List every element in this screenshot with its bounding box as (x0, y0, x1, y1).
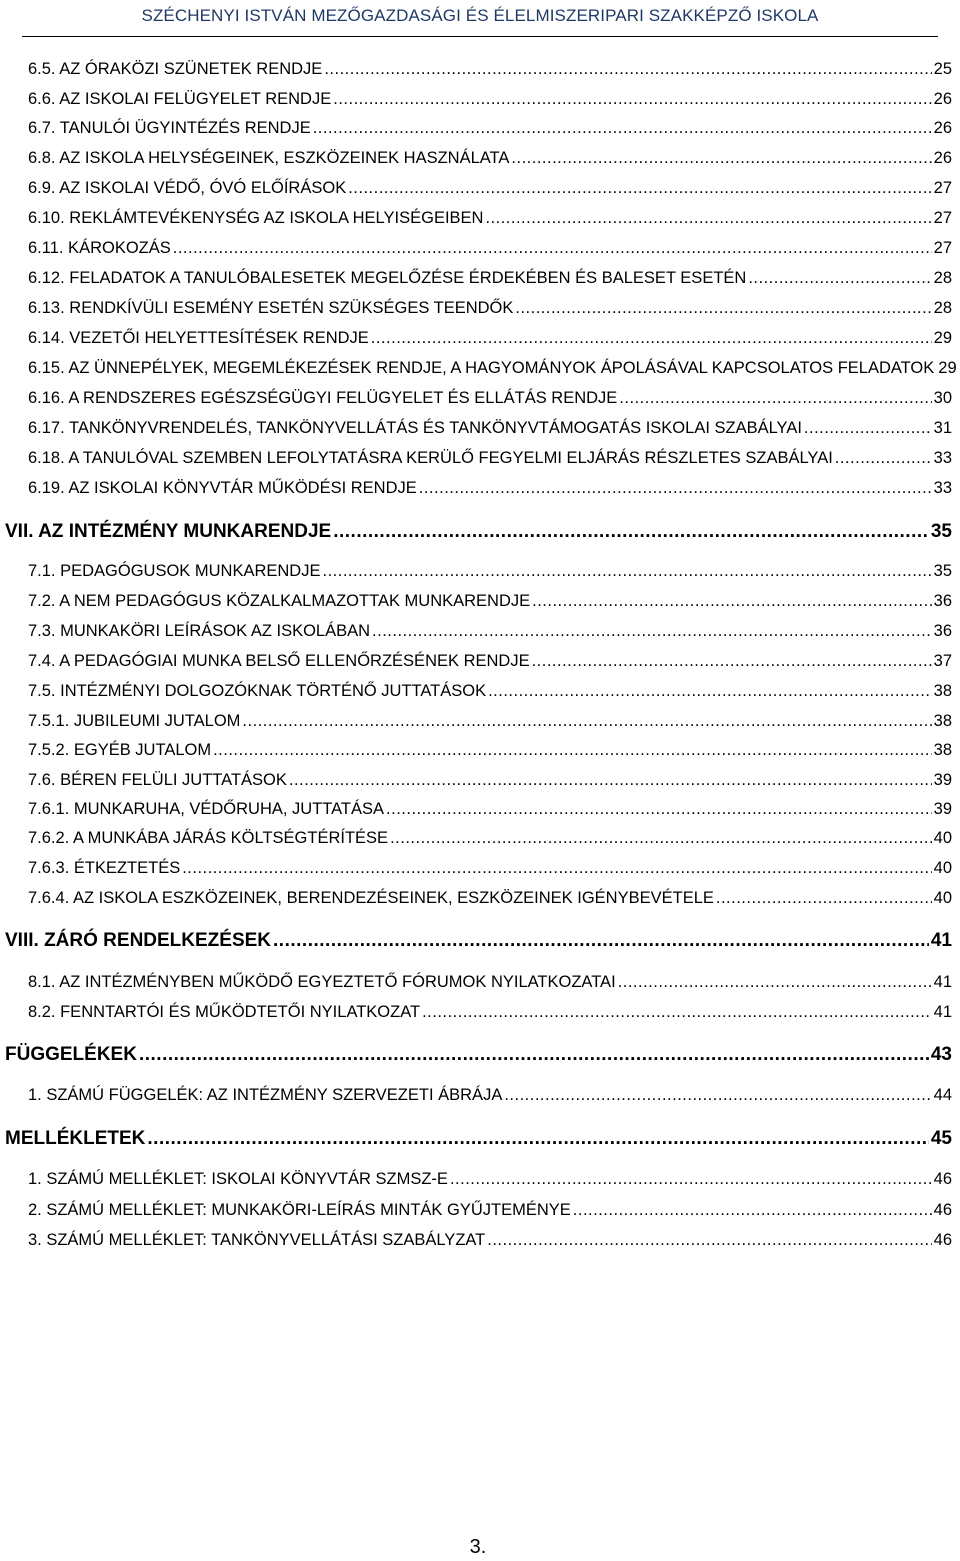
dot-leader (313, 119, 932, 138)
toc-entry-page: 38 (933, 712, 952, 730)
toc-entry-page: 45 (930, 1128, 952, 1149)
toc-entry[interactable] (28, 329, 952, 348)
toc-entry-page: 33 (933, 479, 952, 497)
toc-entry-title: 2. SZÁMÚ MELLÉKLET: MUNKAKÖRI-LEÍRÁS MINTÁK GYŰJTEMÉNYE (28, 1201, 571, 1219)
toc-entry-page: 28 (933, 299, 952, 317)
toc-entry-page: 43 (930, 1044, 952, 1065)
toc-entry-page: 41 (933, 973, 952, 991)
dot-leader (139, 1044, 929, 1066)
dot-leader (333, 90, 931, 109)
dot-leader (372, 622, 932, 641)
school-header: SZÉCHENYI ISTVÁN MEZŐGAZDASÁGI ÉS ÉLELMISZERIPARI SZAKKÉPZŐ ISKOLA (141, 6, 819, 25)
toc-entry-page: 39 (933, 800, 952, 818)
dot-leader (324, 60, 931, 79)
toc-entry-page: 27 (933, 179, 952, 197)
dot-leader (322, 562, 931, 581)
toc-entry-title: 6.19. AZ ISKOLAI KÖNYVTÁR MŰKÖDÉSI RENDJE (28, 479, 417, 497)
toc-entry-title: 7.6.4. AZ ISKOLA ESZKÖZEINEK, BERENDEZÉSEINEK, ESZKÖZEINEK IGÉNYBEVÉTELE (28, 889, 714, 907)
toc-entry-title: 6.15. AZ ÜNNEPÉLYEK, MEGEMLÉKEZÉSEK RENDJE, A HAGYOMÁNYOK ÁPOLÁSÁVAL KAPCSOLATOS FELADATOK (28, 359, 935, 377)
toc-entry[interactable] (28, 179, 952, 198)
dot-leader (504, 1086, 931, 1105)
toc-entry[interactable] (28, 1231, 952, 1250)
dot-leader (348, 179, 931, 198)
toc-entry[interactable] (5, 1128, 952, 1150)
toc-entry-title: 7.6. BÉREN FELÜLI JUTTATÁSOK (28, 771, 287, 789)
toc-entry[interactable] (28, 712, 952, 731)
dot-leader (619, 389, 931, 408)
toc-entry[interactable] (28, 389, 952, 408)
toc-entry-page: 44 (933, 1086, 952, 1104)
toc-entry-title: 7.4. A PEDAGÓGIAI MUNKA BELSŐ ELLENŐRZÉSÉNEK RENDJE (28, 652, 530, 670)
toc-entry[interactable] (28, 359, 957, 378)
dot-leader (419, 479, 932, 498)
toc-entry-page: 38 (933, 741, 952, 759)
toc-entry-page: 27 (933, 209, 952, 227)
toc-entry[interactable] (28, 562, 952, 581)
toc-entry-page: 40 (933, 889, 952, 907)
toc-entry-title: 6.6. AZ ISKOLAI FELÜGYELET RENDJE (28, 90, 332, 108)
dot-leader (618, 973, 932, 992)
toc-entry-page: 30 (933, 389, 952, 407)
toc-entry-page: 46 (933, 1231, 952, 1249)
toc-entry[interactable] (28, 449, 952, 468)
toc-entry-title: 8.1. AZ INTÉZMÉNYBEN MŰKÖDŐ EGYEZTETŐ FÓRUMOK NYILATKOZATAI (28, 973, 616, 991)
dot-leader (333, 521, 929, 543)
toc-entry-title: 6.11. KÁROKOZÁS (28, 239, 171, 257)
toc-entry-title: 6.9. AZ ISKOLAI VÉDŐ, ÓVÓ ELŐÍRÁSOK (28, 179, 347, 197)
toc-entry-title: 7.1. PEDAGÓGUSOK MUNKARENDJE (28, 562, 321, 580)
toc-entry[interactable] (28, 859, 952, 878)
toc-entry-page: 39 (933, 771, 952, 789)
toc-entry-title: 6.8. AZ ISKOLA HELYSÉGEINEK, ESZKÖZEINEK HASZNÁLATA (28, 149, 510, 167)
toc-entry[interactable] (28, 592, 952, 611)
dot-leader (485, 209, 931, 228)
toc-entry-page: 41 (933, 1003, 952, 1021)
toc-entry[interactable] (5, 521, 952, 543)
dot-leader (242, 712, 931, 731)
toc-entry-title: 7.5.2. EGYÉB JUTALOM (28, 741, 212, 759)
toc-entry-page: 27 (933, 239, 952, 257)
toc-entry-title: 8.2. FENNTARTÓI ÉS MŰKÖDTETŐI NYILATKOZAT (28, 1003, 421, 1021)
toc-entry-title: 6.16. A RENDSZERES EGÉSZSÉGÜGYI FELÜGYELET ÉS ELLÁTÁS RENDJE (28, 389, 618, 407)
toc-entry-page: 38 (933, 682, 952, 700)
toc-entry-page: 28 (933, 269, 952, 287)
toc-entry-page: 25 (933, 60, 952, 78)
toc-entry-title: 6.12. FELADATOK A TANULÓBALESETEK MEGELŐZÉSE ÉRDEKÉBEN ÉS BALESET ESETÉN (28, 269, 747, 287)
toc-entry-page: 41 (930, 930, 952, 951)
toc-entry[interactable] (28, 829, 952, 848)
toc-entry[interactable] (28, 60, 952, 79)
dot-leader (487, 1231, 931, 1250)
toc-entry[interactable] (28, 889, 952, 908)
toc-entry-page: 40 (933, 859, 952, 877)
page-number: 3. (469, 1536, 487, 1558)
toc-entry-page: 46 (933, 1201, 952, 1219)
toc-entry-page: 46 (933, 1170, 952, 1188)
toc-entry-title: VIII. ZÁRÓ RENDELKEZÉSEK (5, 930, 272, 951)
dot-leader (835, 449, 932, 468)
toc-entry-title: 7.5. INTÉZMÉNYI DOLGOZÓKNAK TÖRTÉNŐ JUTTATÁSOK (28, 682, 487, 700)
dot-leader (147, 1128, 928, 1150)
toc-entry[interactable] (28, 771, 952, 790)
toc-entry-title: 6.13. RENDKÍVÜLI ESEMÉNY ESETÉN SZÜKSÉGES TEENDŐK (28, 299, 514, 317)
toc-entry-title: 6.5. AZ ÓRAKÖZI SZÜNETEK RENDJE (28, 60, 323, 78)
toc-entry[interactable] (28, 1170, 952, 1189)
toc-entry-title: 7.6.1. MUNKARUHA, VÉDŐRUHA, JUTTATÁSA (28, 800, 385, 818)
toc-entry[interactable] (28, 149, 952, 168)
toc-entry-page: 29 (938, 359, 957, 377)
toc-entry[interactable] (28, 622, 952, 641)
toc-entry-page: 29 (933, 329, 952, 347)
toc-entry-title: 6.7. TANULÓI ÜGYINTÉZÉS RENDJE (28, 119, 311, 137)
toc-entry[interactable] (28, 1003, 952, 1022)
dot-leader (515, 299, 931, 318)
dot-leader (488, 682, 932, 701)
toc-entry-title: VII. AZ INTÉZMÉNY MUNKARENDJE (5, 521, 332, 542)
dot-leader (182, 859, 931, 878)
toc-entry[interactable] (28, 90, 952, 109)
dot-leader (289, 771, 932, 790)
dot-leader (273, 930, 929, 952)
toc-entry[interactable] (28, 800, 952, 819)
toc-entry-page: 31 (933, 419, 952, 437)
dot-leader (748, 269, 931, 288)
toc-entry-title: 6.10. REKLÁMTEVÉKENYSÉG AZ ISKOLA HELYISÉGEIBEN (28, 209, 484, 227)
toc-entry[interactable] (28, 682, 952, 701)
dot-leader (213, 741, 932, 760)
toc-entry-page: 33 (933, 449, 952, 467)
toc-entry-page: 37 (933, 652, 952, 670)
toc-entry[interactable] (28, 1086, 952, 1105)
toc-entry-title: 1. SZÁMÚ MELLÉKLET: ISKOLAI KÖNYVTÁR SZMSZ-E (28, 1170, 448, 1188)
dot-leader (173, 239, 932, 258)
toc-entry-page: 36 (933, 622, 952, 640)
toc-entry-title: 3. SZÁMÚ MELLÉKLET: TANKÖNYVELLÁTÁSI SZABÁLYZAT (28, 1231, 486, 1249)
dot-leader (716, 889, 932, 908)
dot-leader (573, 1201, 932, 1220)
toc-entry-title: 7.6.2. A MUNKÁBA JÁRÁS KÖLTSÉGTÉRÍTÉSE (28, 829, 389, 847)
toc-entry-title: 7.5.1. JUBILEUMI JUTALOM (28, 712, 241, 730)
dot-leader (371, 329, 932, 348)
toc-entry[interactable] (28, 973, 952, 992)
toc-entry-title: 6.17. TANKÖNYVRENDELÉS, TANKÖNYVELLÁTÁS ÉS TANKÖNYVTÁMOGATÁS ISKOLAI SZABÁLYAI (28, 419, 802, 437)
toc-entry[interactable] (28, 652, 952, 671)
toc-entry[interactable] (28, 741, 952, 760)
toc-entry[interactable] (28, 119, 952, 138)
dot-leader (532, 652, 932, 671)
toc-entry[interactable] (28, 269, 952, 288)
toc-entry-title: 6.18. A TANULÓVAL SZEMBEN LEFOLYTATÁSRA KERÜLŐ FEGYELMI ELJÁRÁS RÉSZLETES SZABÁLYAI (28, 449, 833, 467)
toc-entry-page: 36 (933, 592, 952, 610)
dot-leader (532, 592, 932, 611)
toc-entry-page: 40 (933, 829, 952, 847)
toc-entry-page: 26 (933, 149, 952, 167)
toc-entry[interactable] (28, 479, 952, 498)
toc-entry[interactable] (28, 239, 952, 258)
toc-entry-page: 26 (933, 119, 952, 137)
dot-leader (511, 149, 931, 168)
toc-entry-title: 1. SZÁMÚ FÜGGELÉK: AZ INTÉZMÉNY SZERVEZETI ÁBRÁJA (28, 1086, 503, 1104)
dot-leader (390, 829, 932, 848)
toc-entry[interactable] (28, 209, 952, 228)
toc-entry-page: 35 (933, 562, 952, 580)
toc-entry-page: 26 (933, 90, 952, 108)
toc-entry-title: MELLÉKLETEK (5, 1128, 146, 1149)
toc-entry[interactable] (5, 1044, 952, 1066)
toc-entry-page: 35 (930, 521, 952, 542)
dot-leader (450, 1170, 932, 1189)
toc-entry-title: 7.2. A NEM PEDAGÓGUS KÖZALKALMAZOTTAK MUNKARENDJE (28, 592, 531, 610)
toc-entry-title: 6.14. VEZETŐI HELYETTESÍTÉSEK RENDJE (28, 329, 369, 347)
toc-entry-title: FÜGGELÉKEK (5, 1044, 137, 1065)
dot-leader (386, 800, 932, 819)
toc-entry[interactable] (5, 930, 952, 952)
dot-leader (804, 419, 932, 438)
toc-entry[interactable] (28, 299, 952, 318)
toc-entry[interactable] (28, 1201, 952, 1220)
toc-entry-title: 7.6.3. ÉTKEZTETÉS (28, 859, 181, 877)
toc-entry[interactable] (28, 419, 952, 438)
dot-leader (422, 1003, 932, 1022)
toc-entry-title: 7.3. MUNKAKÖRI LEÍRÁSOK AZ ISKOLÁBAN (28, 622, 371, 640)
